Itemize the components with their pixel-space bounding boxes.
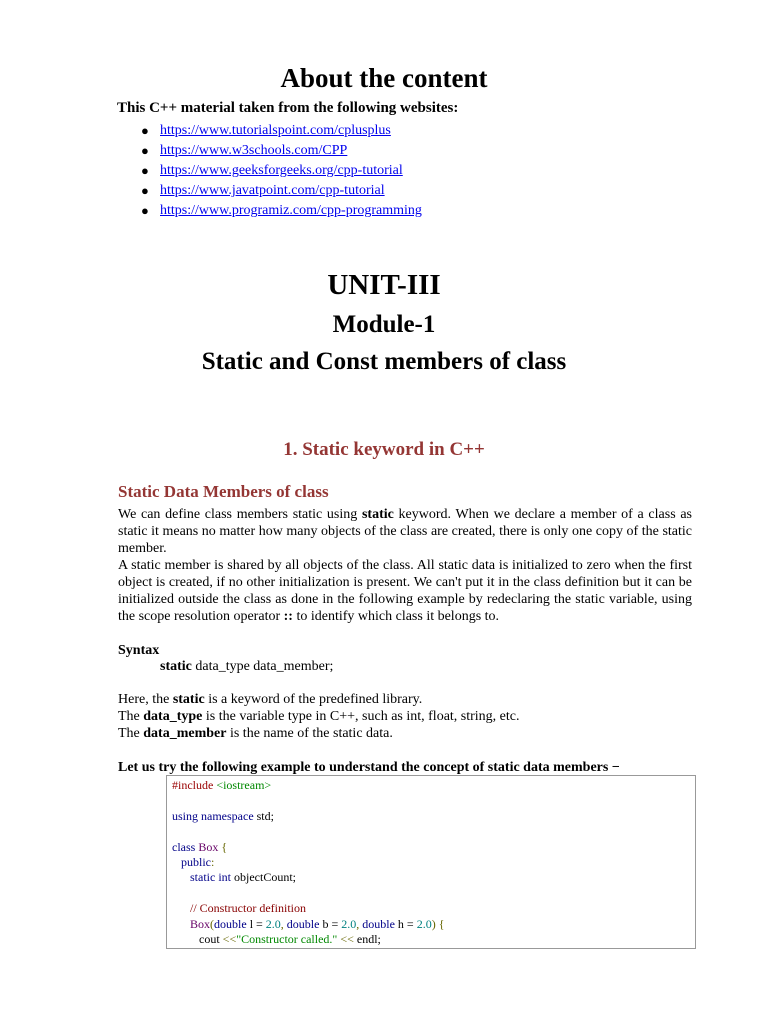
list-item	[118, 181, 422, 201]
bullet-icon: ●	[141, 143, 149, 159]
section-heading-static-data-members: Static Data Members of class	[118, 482, 329, 501]
code-line: #include <iostream>	[172, 778, 272, 792]
code-line	[172, 886, 690, 901]
code-line: cout <<"Constructor called." << endl;	[199, 932, 381, 947]
list-item	[118, 161, 422, 181]
paragraph-shared: A static member is shared by all objects of the class. All static data is initialized to zero when the first object is created, if no other initialization is present. We can't put it in the class definition but it can be initialized outside the class as done in the following example by redeclaring the static variable, using the scope resolution operator :: to identify which class it belongs to.	[118, 558, 692, 624]
link-javatpoint[interactable]: https://www.javatpoint.com/cpp-tutorial	[160, 183, 385, 199]
code-line: public:	[181, 855, 215, 870]
module-title: Module-1	[332, 311, 436, 338]
list-item	[118, 141, 422, 161]
code-line	[172, 793, 690, 808]
code-line: Box(double l = 2.0, double b = 2.0, double h = 2.0) {	[190, 916, 445, 931]
about-title: About the content	[280, 63, 488, 93]
list-item	[118, 121, 422, 141]
example-intro: Let us try the following example to understand the concept of static data members −	[118, 760, 620, 775]
page-subtitle: Static and Const members of class	[201, 348, 567, 375]
code-line: using namespace std;	[172, 808, 274, 823]
code-line: // Constructor definition	[190, 901, 306, 916]
source-links-list	[118, 121, 422, 221]
code-line	[172, 824, 690, 839]
explanation-data-member: The data_member is the name of the static data.	[118, 726, 393, 741]
intro-text: This C++ material taken from the following websites:	[117, 100, 459, 116]
code-line: static int objectCount;	[190, 870, 296, 885]
link-geeksforgeeks[interactable]: https://www.geeksforgeeks.org/cpp-tutorial	[160, 163, 403, 179]
list-item	[118, 201, 422, 221]
link-tutorialspoint[interactable]: https://www.tutorialspoint.com/cplusplus	[160, 123, 391, 138]
bullet-icon: ●	[141, 203, 149, 219]
unit-title: UNIT-III	[327, 269, 441, 301]
paragraph-intro: We can define class members static using static keyword. When we declare a member of a class as static it means no matter how many objects of the class are created, there is only one copy of the static member.	[118, 507, 692, 556]
syntax-line: static data_type data_member;	[160, 659, 334, 674]
link-w3schools[interactable]: https://www.w3schools.com/CPP	[160, 143, 348, 159]
section-heading-static-keyword: 1. Static keyword in C++	[283, 439, 485, 460]
code-block	[166, 775, 696, 949]
syntax-label: Syntax	[118, 643, 160, 658]
code-line: class Box {	[172, 839, 228, 854]
explanation-static: Here, the static is a keyword of the predefined library.	[118, 692, 423, 707]
explanation-data-type: The data_type is the variable type in C++, such as int, float, string, etc.	[118, 709, 520, 724]
link-programiz[interactable]: https://www.programiz.com/cpp-programming	[160, 203, 422, 219]
bullet-icon: ●	[141, 123, 149, 138]
bullet-icon: ●	[141, 183, 149, 199]
bullet-icon: ●	[141, 163, 149, 179]
